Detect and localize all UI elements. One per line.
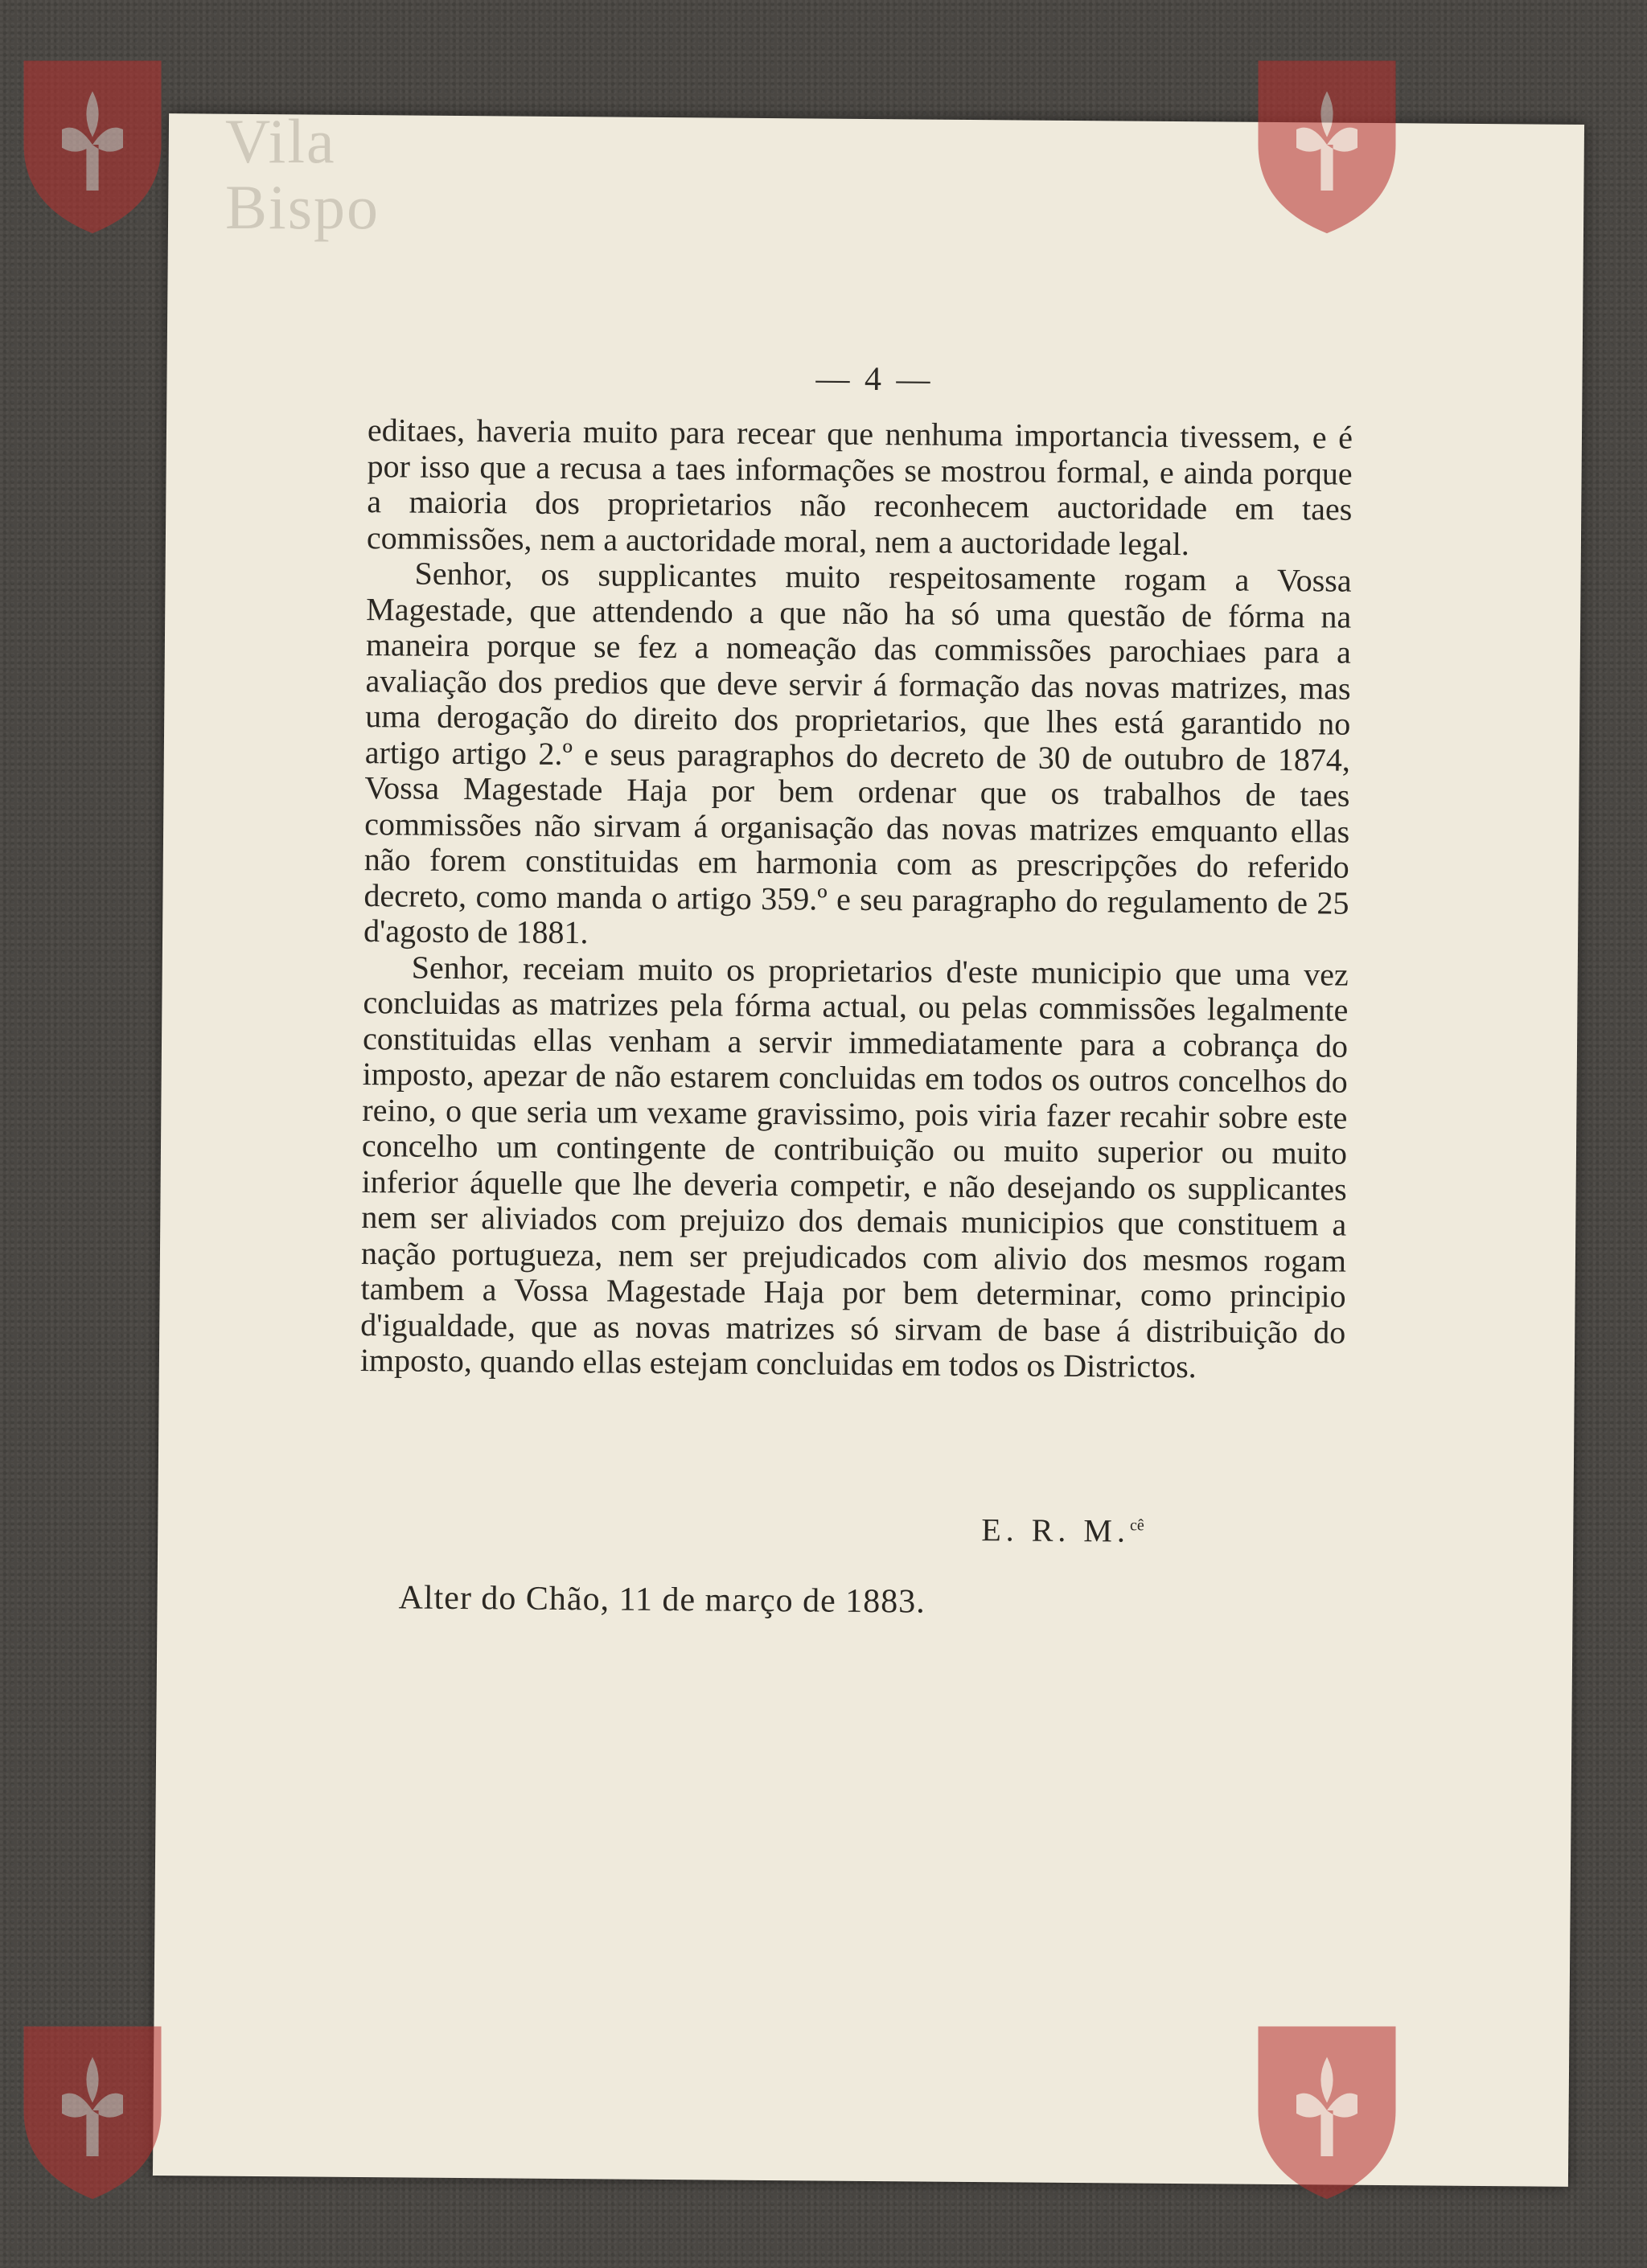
paragraph-1: editaes, haveria muito para recear que nenhuma importancia tivessem, e é por isso que a recusa a taes informações se mostrou formal, e ainda porque a maioria dos proprietarios não reconhecem auctoridade em taes commissões, nem a auctoridade moral, nem a auctoridade legal. — [366, 412, 1353, 562]
watermark-text-line1: Vila — [225, 106, 336, 176]
signature-text: E. R. M. — [981, 1511, 1131, 1549]
watermark-shield-icon — [16, 2018, 169, 2203]
body-text — [360, 412, 1353, 1386]
watermark-shield-icon — [1251, 2018, 1403, 2203]
paragraph-2: Senhor, os supplicantes muito respeitosamente rogam a Vossa Magestade, que attendendo a que não ha só uma questão de fórma na maneira porque se fez a nomeação das commissões parochiaes para a avaliação dos predios que deve servir á formação das novas matrizes, mas uma derogação do direito dos proprietarios, que lhes está garantido no artigo artigo 2.º e seus paragraphos do decreto de 30 de outubro de 1874, Vossa Magestade Haja por bem ordenar que os trabalhos de taes commissões não sirvam á organisação das novas matrizes emquanto ellas não forem constituidas em harmonia com as prescripções do referido decreto, como manda o artigo 359.º e seu paragrapho do regulamento de 25 d'agosto de 1881. — [363, 555, 1352, 951]
watermark-text-top-left — [225, 106, 380, 242]
dateline: Alter do Chão, 11 de março de 1883. — [398, 1579, 926, 1621]
page-number: — 4 — — [815, 360, 934, 399]
watermark-shield-icon — [16, 52, 169, 237]
paragraph-3: Senhor, receiam muito os proprietarios d'este municipio que uma vez concluidas as matrizes pela fórma actual, ou pelas commissões legalmente constituidas ellas venham a servir immediatamente para a cobrança do imposto, apezar de não estarem concluidas em todos os outros concelhos do reino, o que seria um vexame gravissimo, pois viria fazer recahir sobre este concelho um contingente de contribuição ou muito superior ou muito inferior áquelle que lhe deveria competir, e não desejando os supplicantes nem ser aliviados com prejuizo dos demais municipios que constituem a nação portugueza, nem ser prejudicados com alivio dos mesmos rogam tambem a Vossa Magestade Haja por bem determinar, como principio d'igualdade, que as novas matrizes só sirvam de base á distribuição do imposto, quando ellas estejam concluidas em todos os Districtos. — [359, 949, 1349, 1385]
signature — [981, 1511, 1144, 1550]
signature-superscript: cê — [1129, 1516, 1144, 1535]
watermark-shield-icon — [1251, 52, 1403, 237]
watermark-text-line2: Bispo — [225, 171, 380, 242]
document-page — [153, 113, 1584, 2187]
